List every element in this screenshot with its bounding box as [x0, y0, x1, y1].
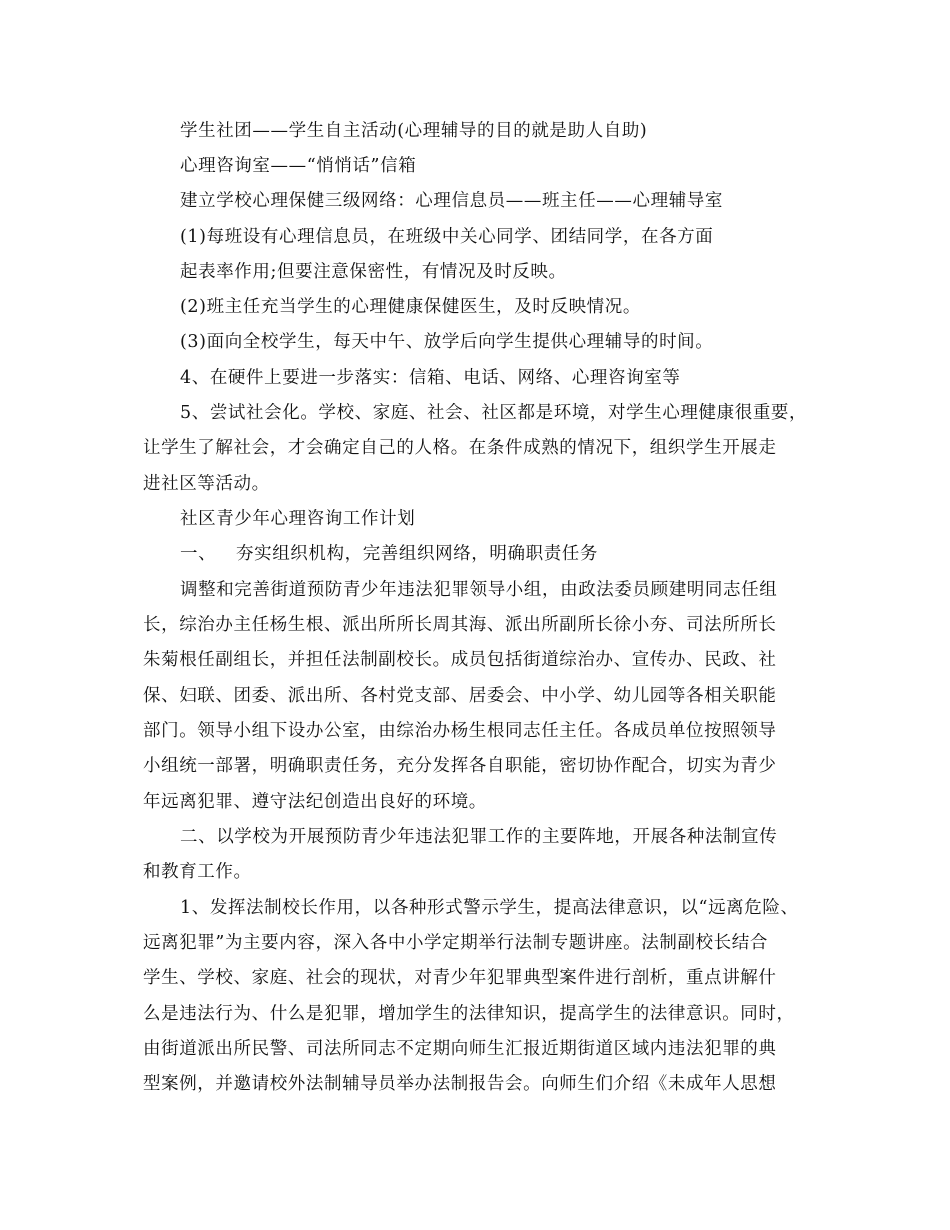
paragraph-line: 4、在硬件上要进一步落实：信箱、电话、网络、心理咨询室等: [180, 368, 681, 388]
paragraph-line: 5、尝试社会化。学校、家庭、社会、社区都是环境，对学生心理健康很重要，: [180, 403, 808, 423]
section-heading-text: 夯实组织机构，完善组织网络，明确职责任务: [236, 544, 598, 564]
paragraph-line: 1、发挥法制校长作用，以各种形式警示学生，提高法律意识，以“远离危险、: [180, 898, 799, 918]
paragraph-line: 朱菊根任副组长，并担任法制副校长。成员包括街道综治办、宣传办、民政、社: [143, 650, 777, 670]
paragraph-line: 型案例，并邀请校外法制辅导员举办法制报告会。向师生们介绍《未成年人思想: [143, 1074, 777, 1094]
paragraph-line: (1)每班设有心理信息员，在班级中关心同学、团结同学，在各方面: [180, 227, 714, 247]
paragraph-line: 么是违法行为、什么是犯罪，增加学生的法律知识，提高学生的法律意识。同时，: [143, 1004, 795, 1024]
paragraph-line: 由街道派出所民警、司法所同志不定期向师生汇报近期街道区域内违法犯罪的典: [143, 1039, 777, 1059]
paragraph-line: 部门。领导小组下设办公室，由综治办杨生根同志任主任。各成员单位按照领导: [143, 721, 777, 741]
paragraph-line: 远离犯罪”为主要内容，深入各中小学定期举行法制专题讲座。法制副校长结合: [143, 933, 768, 953]
paragraph-line: 让学生了解社会，才会确定自己的人格。在条件成熟的情况下，组织学生开展走: [143, 438, 777, 458]
section-title: 社区青少年心理咨询工作计划: [180, 509, 416, 529]
section-heading: [180, 542, 598, 566]
paragraph-line: 心理咨询室——“悄悄话”信箱: [180, 156, 417, 176]
paragraph-line: 和教育工作。: [143, 862, 252, 882]
paragraph-line: 进社区等活动。: [143, 474, 270, 494]
paragraph-line: 学生社团——学生自主活动(心理辅导的目的就是助人自助): [180, 121, 648, 141]
paragraph-line: (3)面向全校学生，每天中午、放学后向学生提供心理辅导的时间。: [180, 332, 714, 352]
paragraph-line: 小组统一部署，明确职责任务，充分发挥各自职能，密切协作配合，切实为青少: [143, 756, 777, 776]
paragraph-line: 年远离犯罪、遵守法纪创造出良好的环境。: [143, 792, 487, 812]
paragraph-line: 学生、学校、家庭、社会的现状，对青少年犯罪典型案件进行剖析，重点讲解什: [143, 968, 777, 988]
paragraph-line: 长，综治办主任杨生根、派出所所长周其海、派出所副所长徐小夯、司法所所长: [143, 615, 777, 635]
paragraph-line: 起表率作用;但要注意保密性，有情况及时反映。: [180, 262, 567, 282]
paragraph-line: 保、妇联、团委、派出所、各村党支部、居委会、中小学、幼儿园等各相关职能: [143, 686, 777, 706]
section-number: 一、: [180, 544, 217, 564]
paragraph-line: 建立学校心理保健三级网络：心理信息员——班主任——心理辅导室: [180, 191, 723, 211]
paragraph-line: 二、以学校为开展预防青少年违法犯罪工作的主要阵地，开展各种法制宣传: [180, 827, 778, 847]
paragraph-line: 调整和完善街道预防青少年违法犯罪领导小组，由政法委员顾建明同志任组: [180, 580, 778, 600]
paragraph-line: (2)班主任充当学生的心理健康保健医生，及时反映情况。: [180, 297, 641, 317]
